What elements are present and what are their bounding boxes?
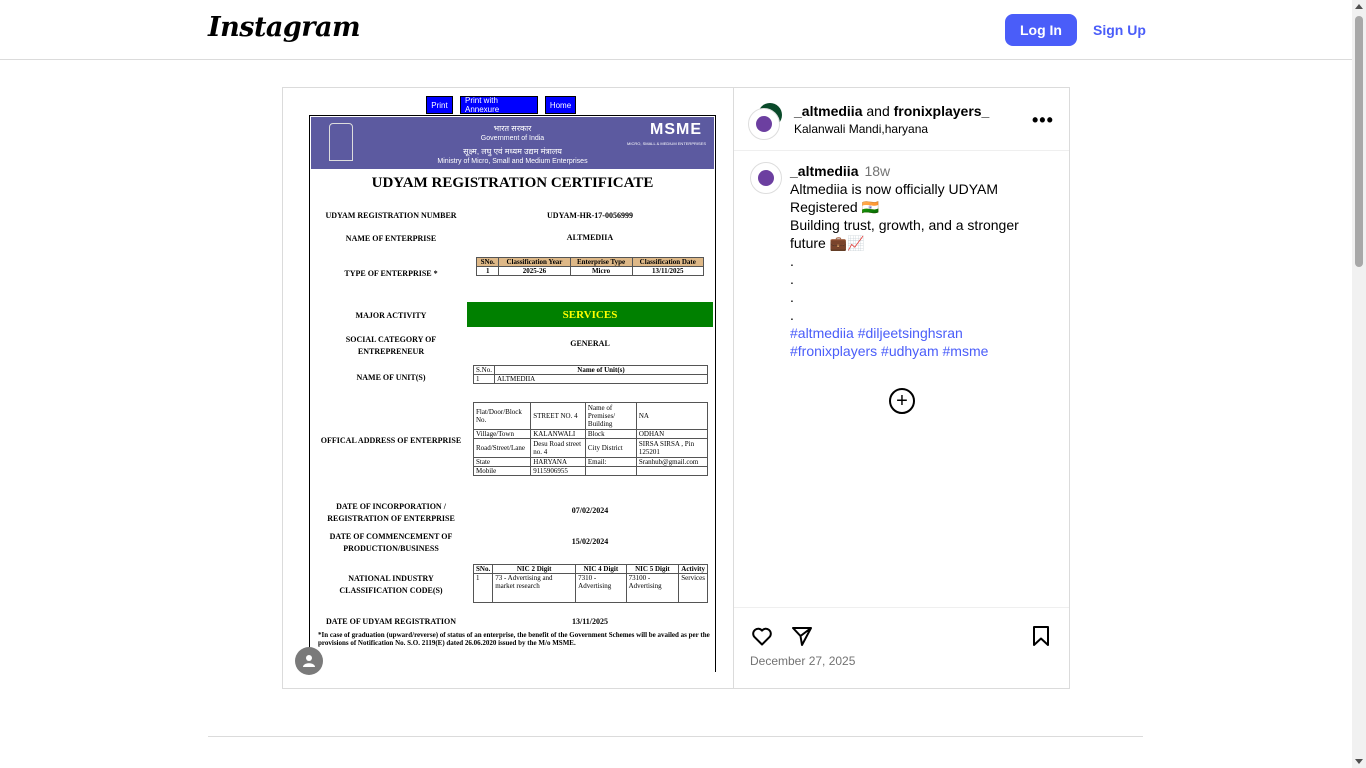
udyam-date-value: 13/11/2025	[571, 617, 608, 626]
units-table	[473, 365, 708, 384]
incorporation-label: DATE OF INCORPORATION / REGISTRATION OF ENTERPRISE	[327, 502, 455, 523]
type-header-date: Classification Date	[632, 258, 703, 267]
certificate	[309, 115, 716, 672]
reg-number-label: UDYAM REGISTRATION NUMBER	[325, 211, 457, 220]
cert-footnote: *In case of graduation (upward/reverse) of status of an enterprise, the benefit of the Government Schemes will be availed as per the provisions of Notification No. S.O. 2119(E) dated 26.06.2020 issued by the M/o MSME.	[318, 631, 710, 647]
cert-header	[311, 117, 714, 169]
address-cell: Village/Town	[474, 430, 531, 439]
type-header-year: Classification Year	[499, 258, 570, 267]
caption-line: .	[790, 289, 794, 305]
type-header-type: Enterprise Type	[570, 258, 632, 267]
signup-link[interactable]: Sign Up	[1093, 22, 1146, 38]
altmediia-logo-icon	[756, 116, 772, 132]
udyam-date-label: DATE OF UDYAM REGISTRATION	[325, 617, 456, 626]
caption-line: .	[790, 253, 794, 269]
caption-time[interactable]: 18w	[864, 163, 891, 179]
caption-username[interactable]: _altmediia	[790, 163, 859, 179]
and-text: and	[866, 103, 890, 119]
caption-line: Altmediia is now officially UDYAM Registered 🇮🇳	[790, 181, 998, 215]
cert-print-button: Print	[426, 96, 453, 114]
address-cell: Mobile	[474, 467, 531, 476]
address-cell: Block	[585, 430, 636, 439]
comment-avatar[interactable]	[750, 162, 782, 194]
post-authors	[794, 103, 989, 119]
address-cell: State	[474, 458, 531, 467]
address-cell: SIRSA SIRSA , Pin 125201	[636, 439, 707, 458]
nic-cell: 1	[474, 574, 493, 603]
nic-cell: 73100 - Advertising	[626, 574, 679, 603]
header-line-ministry-hindi: सूक्ष्म, लघु एवं मध्यम उद्यम मंत्रालय	[463, 147, 562, 156]
units-cell: 1	[474, 375, 495, 384]
type-cell: 2025-26	[499, 267, 570, 276]
address-cell: ODHAN	[636, 430, 707, 439]
type-cell: 13/11/2025	[632, 267, 703, 276]
nic-header: SNo.	[474, 565, 493, 574]
cert-print-annexure-button: Print with Annexure	[460, 96, 538, 114]
nic-header: NIC 4 Digit	[576, 565, 626, 574]
enterprise-name-value: ALTMEDIIA	[566, 233, 614, 242]
header-line-goi: Government of India	[480, 135, 545, 142]
cert-title: UDYAM REGISTRATION CERTIFICATE	[371, 175, 654, 191]
units-cell: ALTMEDIIA	[495, 375, 708, 384]
units-header: S.No.	[474, 366, 495, 375]
type-label: TYPE OF ENTERPRISE *	[344, 269, 438, 278]
commencement-value: 15/02/2024	[571, 537, 609, 546]
address-cell	[585, 467, 636, 476]
header-line-ministry: Ministry of Micro, Small and Medium Enterprises	[437, 158, 588, 165]
scroll-down-arrow-icon[interactable]	[1355, 759, 1363, 764]
share-send-icon[interactable]	[790, 624, 814, 648]
post-image[interactable]	[283, 88, 734, 688]
msme-logo: MSME	[650, 121, 702, 138]
commencement-label: DATE OF COMMENCEMENT OF PRODUCTION/BUSINESS	[329, 532, 453, 553]
caption-line: Building trust, growth, and a stronger future 💼📈	[790, 217, 1019, 251]
author-avatar[interactable]	[748, 108, 780, 140]
address-cell: 9115906955	[531, 467, 586, 476]
nic-header: NIC 2 Digit	[493, 565, 576, 574]
post-date[interactable]: December 27, 2025	[750, 654, 856, 668]
save-bookmark-icon[interactable]	[1029, 624, 1053, 648]
address-cell: KALANWALI	[531, 430, 586, 439]
address-cell: STREET NO. 4	[531, 403, 586, 430]
incorporation-value: 07/02/2024	[571, 506, 609, 515]
address-cell: Desu Road street no. 4	[531, 439, 586, 458]
social-value: GENERAL	[570, 339, 610, 348]
author-link[interactable]: _altmediia	[794, 103, 863, 119]
address-cell	[636, 467, 707, 476]
post-header	[734, 88, 1069, 151]
address-cell: Road/Street/Lane	[474, 439, 531, 458]
person-icon	[302, 654, 316, 668]
msme-subtitle: MICRO, SMALL & MEDIUM ENTERPRISES	[627, 141, 706, 146]
top-bar	[0, 0, 1352, 60]
address-label: OFFICAL ADDRESS OF ENTERPRISE	[320, 436, 462, 445]
reg-number-value: UDYAM-HR-17-0056999	[547, 211, 633, 220]
nic-header: NIC 5 Digit	[626, 565, 679, 574]
more-options-icon[interactable]: •••	[1032, 110, 1054, 130]
caption-line: .	[790, 271, 794, 287]
address-cell: NA	[636, 403, 707, 430]
scrollbar-thumb[interactable]	[1355, 16, 1363, 267]
activity-label: MAJOR ACTIVITY	[355, 311, 427, 320]
post-side-panel	[734, 88, 1069, 688]
type-header-sno: SNo.	[477, 258, 499, 267]
collaborator-link[interactable]: fronixplayers_	[893, 103, 990, 119]
login-button[interactable]: Log In	[1005, 14, 1077, 46]
enterprise-name-label: NAME OF ENTERPRISE	[345, 234, 437, 243]
type-table	[476, 257, 704, 276]
post-card	[282, 87, 1070, 689]
activity-value: SERVICES	[467, 302, 713, 327]
altmediia-logo-icon	[758, 170, 774, 186]
instagram-logo[interactable]: Instagram	[208, 12, 361, 43]
tagged-user-button[interactable]	[295, 647, 323, 675]
nic-table	[473, 564, 708, 603]
address-cell: Email:	[585, 458, 636, 467]
nic-header: Activity	[679, 565, 708, 574]
like-heart-icon[interactable]	[750, 624, 774, 648]
nic-cell: 7310 - Advertising	[576, 574, 626, 603]
post-actions	[734, 607, 1069, 689]
address-cell: Name of Premises/ Building	[585, 403, 636, 430]
type-cell: Micro	[570, 267, 632, 276]
location-link[interactable]: Kalanwali Mandi,haryana	[794, 122, 929, 136]
scroll-up-arrow-icon[interactable]	[1355, 4, 1363, 9]
cert-home-button: Home	[545, 96, 576, 114]
address-cell: City District	[585, 439, 636, 458]
nic-label: NATIONAL INDUSTRY CLASSIFICATION CODE(S)	[339, 574, 443, 595]
caption	[790, 162, 1050, 360]
footer-divider	[208, 736, 1143, 737]
scrollbar[interactable]	[1352, 0, 1366, 768]
units-label: NAME OF UNIT(S)	[356, 373, 426, 382]
social-label: SOCIAL CATEGORY OF ENTREPRENEUR	[345, 335, 437, 356]
address-table	[473, 402, 708, 476]
caption-line: .	[790, 307, 794, 323]
nic-cell: Services	[679, 574, 708, 603]
address-cell: Sranhub@gmail.com	[636, 458, 707, 467]
address-cell: HARYANA	[531, 458, 586, 467]
caption-hashtags[interactable]: #altmediia #diljeetsinghsran #fronixplayers #udhyam #msme	[790, 325, 989, 359]
units-header: Name of Unit(s)	[495, 366, 708, 375]
load-more-comments-icon[interactable]: +	[889, 388, 915, 414]
type-cell: 1	[477, 267, 499, 276]
address-cell: Flat/Door/Block No.	[474, 403, 531, 430]
header-line-hindi: भारत सरकार	[493, 124, 532, 133]
nic-cell: 73 - Advertising and market research	[493, 574, 576, 603]
